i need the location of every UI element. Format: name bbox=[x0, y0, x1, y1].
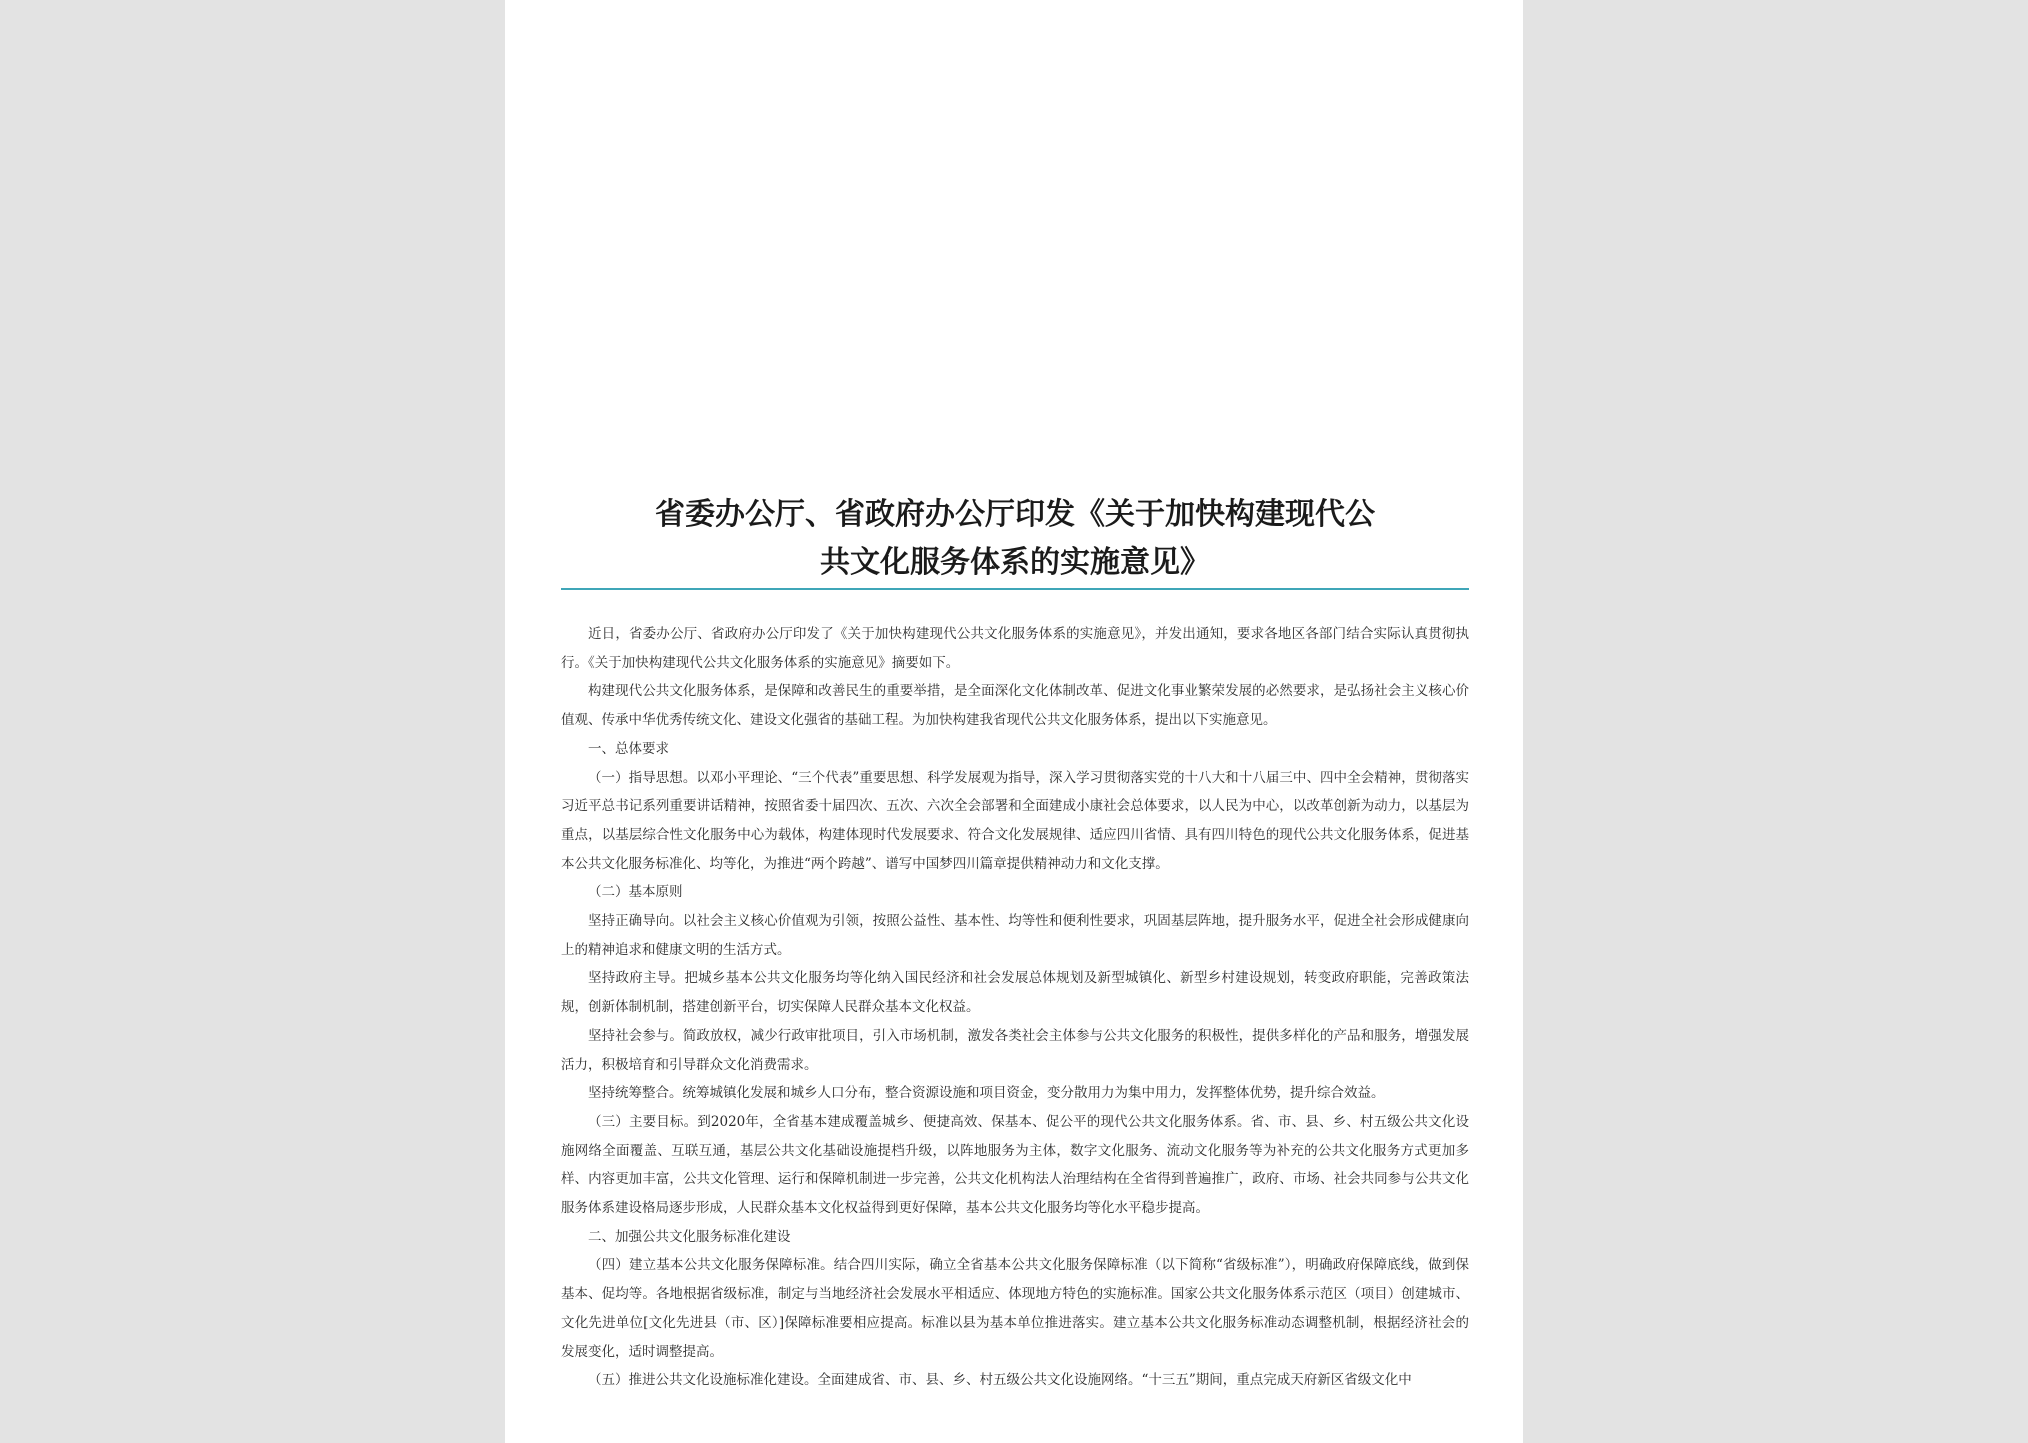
section-heading: 一、总体要求 bbox=[588, 740, 669, 757]
paragraph: 坚持政府主导。把城乡基本公共文化服务均等化纳入国民经济和社会发展总体规划及新型城镇化、新型乡村建设规划，转变政府职能，完善政策法规，创新体制机制，搭建创新平台，切实保障人民群众基本文化权益。 bbox=[561, 970, 1469, 1016]
paragraph: （五）推进公共文化设施标准化建设。全面建成省、市、县、乡、村五级公共文化设施网络。“十三五”期间，重点完成天府新区省级文化中 bbox=[588, 1372, 1412, 1389]
document-body bbox=[561, 620, 1469, 1395]
paragraph: 坚持统筹整合。统筹城镇化发展和城乡人口分布，整合资源设施和项目资金，变分散用力为集中用力，发挥整体优势，提升综合效益。 bbox=[588, 1085, 1385, 1102]
document-page bbox=[505, 0, 1523, 1443]
paragraph: 构建现代公共文化服务体系，是保障和改善民生的重要举措，是全面深化文化体制改革、促进文化事业繁荣发展的必然要求，是弘扬社会主义核心价值观、传承中华优秀传统文化、建设文化强省的基础工程。为加快构建我省现代公共文化服务体系，提出以下实施意见。 bbox=[561, 683, 1469, 729]
paragraph: 坚持正确导向。以社会主义核心价值观为引领，按照公益性、基本性、均等性和便利性要求，巩固基层阵地，提升服务水平，促进全社会形成健康向上的精神追求和健康文明的生活方式。 bbox=[561, 913, 1469, 958]
title-line: 省委办公厅、省政府办公厅印发《关于加快构建现代公 bbox=[655, 497, 1375, 532]
title-divider bbox=[561, 588, 1469, 590]
paragraph: （一）指导思想。以邓小平理论、“三个代表”重要思想、科学发展观为指导，深入学习贯彻落实党的十八大和十八届三中、四中全会精神，贯彻落实习近平总书记系列重要讲话精神，按照省委十届四次、五次、六次全会部署和全面建成小康社会总体要求，以人民为中心，以改革创新为动力，以基层为重点，以基层综合性文化服务中心为载体，构建体现时代发展要求、符合文化发展规律、适应四川省情、具有四川特色的现代公共文化服务体系，促进基本公共文化服务标准化、均等化，为推进“两个跨越”、谱写中国梦四川篇章提供精神动力和文化支撑。 bbox=[561, 769, 1469, 872]
paragraph: 近日，省委办公厅、省政府办公厅印发了《关于加快构建现代公共文化服务体系的实施意见》，并发出通知，要求各地区各部门结合实际认真贯彻执行。《关于加快构建现代公共文化服务体系的实施意见》摘要如下。 bbox=[561, 626, 1469, 671]
document-title bbox=[561, 491, 1469, 587]
subsection-heading: （二）基本原则 bbox=[588, 884, 683, 901]
paragraph: （三）主要目标。到2020年，全省基本建成覆盖城乡、便捷高效、保基本、促公平的现代公共文化服务体系。省、市、县、乡、村五级公共文化设施网络全面覆盖、互联互通，基层公共文化基础设施提档升级，以阵地服务为主体，数字文化服务、流动文化服务等为补充的公共文化服务方式更加多样、内容更加丰富，公共文化管理、运行和保障机制进一步完善，公共文化机构法人治理结构在全省得到普遍推广，政府、市场、社会共同参与公共文化服务体系建设格局逐步形成，人民群众基本文化权益得到更好保障，基本公共文化服务均等化水平稳步提高。 bbox=[561, 1113, 1469, 1217]
title-line: 共文化服务体系的实施意见》 bbox=[820, 545, 1210, 580]
paragraph: 坚持社会参与。简政放权，减少行政审批项目，引入市场机制，激发各类社会主体参与公共文化服务的积极性，提供多样化的产品和服务，增强发展活力，积极培育和引导群众文化消费需求。 bbox=[561, 1027, 1469, 1073]
paragraph: （四）建立基本公共文化服务保障标准。结合四川实际，确立全省基本公共文化服务保障标准（以下简称“省级标准”），明确政府保障底线，做到保基本、促均等。各地根据省级标准，制定与当地经济社会发展水平相适应、体现地方特色的实施标准。国家公共文化服务体系示范区（项目）创建城市、文化先进单位[文化先进县（市、区）]保障标准要相应提高。标准以县为基本单位推进落实。建立基本公共文化服务标准动态调整机制，根据经济社会的发展变化，适时调整提高。 bbox=[561, 1257, 1469, 1360]
section-heading: 二、加强公共文化服务标准化建设 bbox=[588, 1228, 791, 1245]
